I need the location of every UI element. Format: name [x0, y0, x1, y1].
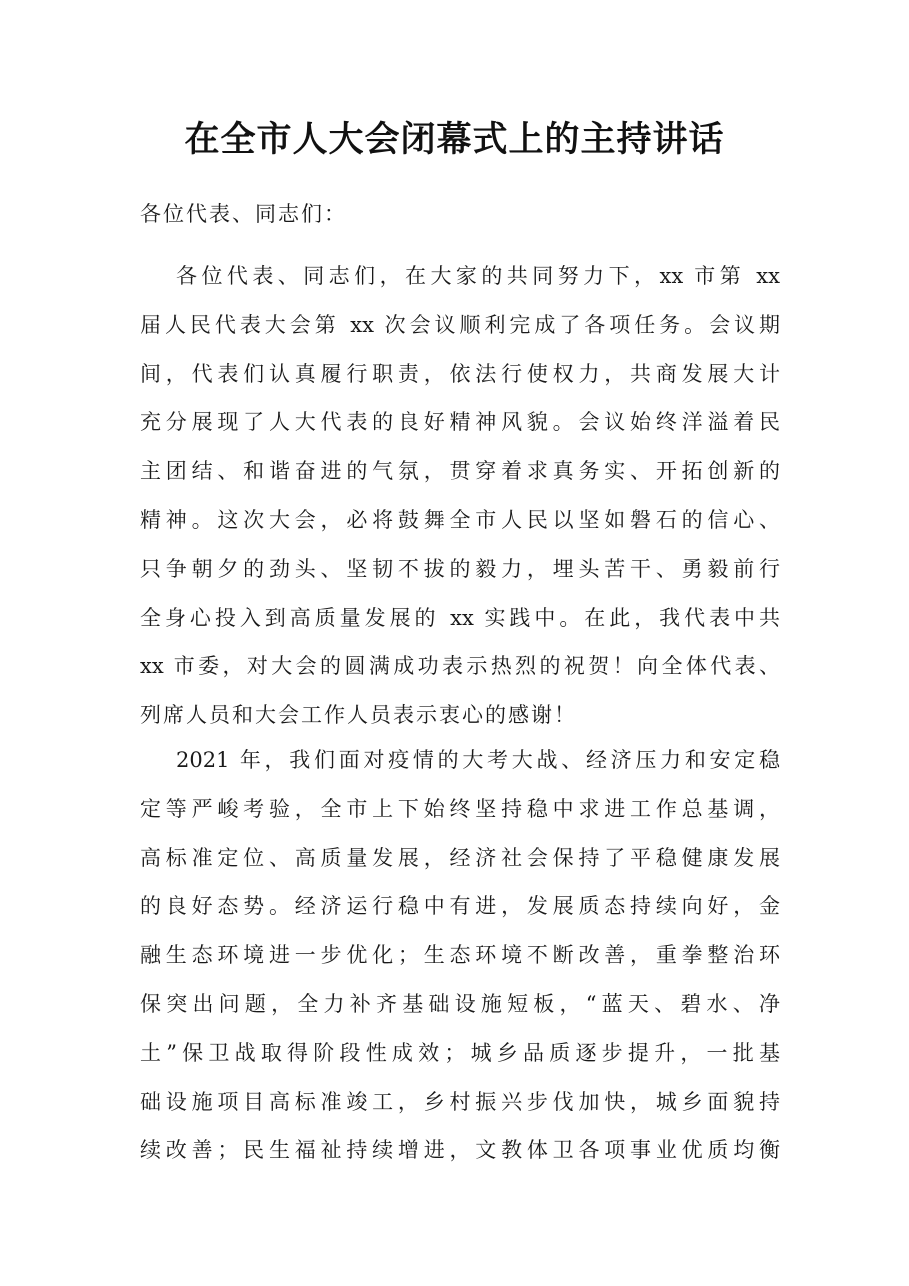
text-line: 间，代表们认真履行职责，依法行使权力，共商发展大计 [140, 361, 780, 386]
paragraph-2 [140, 736, 780, 1175]
text-line: 各位代表、同志们，在大家的共同努力下，xx 市第 xx [176, 264, 780, 288]
text-line: 高标准定位、高质量发展，经济社会保持了平稳健康发展 [140, 845, 780, 870]
text-line: 全身心投入到高质量发展的 xx 实践中。在此，我代表中共 [140, 605, 780, 630]
text-line: 只争朝夕的劲头、坚韧不拔的毅力，埋头苦干、勇毅前行 [140, 556, 780, 581]
text-line: 2021 年，我们面对疫情的大考大战、经济压力和安定稳 [176, 748, 780, 772]
text-line: 列席人员和大会工作人员表示衷心的感谢！ [140, 703, 577, 728]
text-line: 精神。这次大会，必将鼓舞全市人民以坚如磐石的信心、 [140, 507, 780, 532]
text-line: xx 市委，对大会的圆满成功表示热烈的祝贺！向全体代表、 [140, 654, 780, 679]
text-line: 充分展现了人大代表的良好精神风貌。会议始终洋溢着民 [140, 410, 780, 435]
text-line: 届人民代表大会第 xx 次会议顺利完成了各项任务。会议期 [140, 312, 780, 337]
paragraph-1 [140, 252, 780, 740]
text-line: 定等严峻考验，全市上下始终坚持稳中求进工作总基调， [140, 796, 780, 821]
document-title: 在全市人大会闭幕式上的主持讲话 [184, 119, 725, 160]
text-line: 础设施项目高标准竣工，乡村振兴步伐加快，城乡面貌持 [140, 1089, 780, 1114]
text-line: 土”保卫战取得阶段性成效；城乡品质逐步提升，一批基 [140, 1040, 780, 1065]
text-line: 的良好态势。经济运行稳中有进，发展质态持续向好，金 [140, 894, 780, 919]
text-line: 主团结、和谐奋进的气氛，贯穿着求真务实、开拓创新的 [140, 459, 780, 484]
text-line: 融生态环境进一步优化；生态环境不断改善，重拳整治环 [140, 943, 780, 968]
salutation: 各位代表、同志们： [140, 202, 347, 226]
text-line: 续改善；民生福祉持续增进，文教体卫各项事业优质均衡 [140, 1138, 780, 1163]
text-line: 保突出问题，全力补齐基础设施短板，“蓝天、碧水、净 [140, 991, 780, 1016]
